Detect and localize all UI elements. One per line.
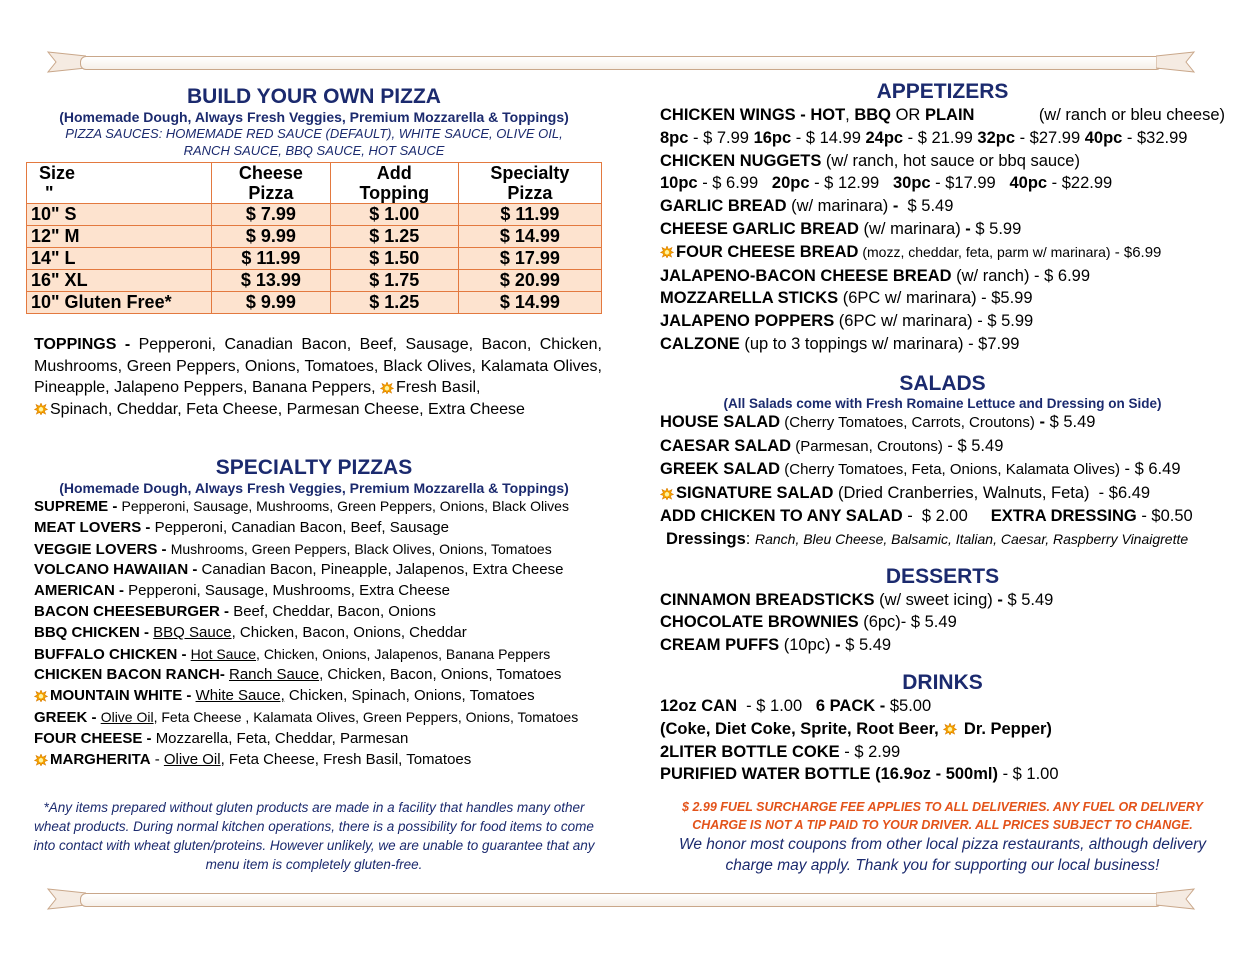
new-item-starburst-icon (34, 754, 48, 766)
list-item: GARLIC BREAD (w/ marinara) - $ 5.49 (660, 197, 954, 216)
list-item: CINNAMON BREADSTICKS (w/ sweet icing) - $ 5.49 (660, 590, 1054, 609)
table-header-row (27, 163, 602, 204)
cheese-price-cell: $ 9.99 (212, 226, 331, 248)
top-ribbon (40, 50, 1202, 74)
cheese-price-cell: $ 7.99 (212, 204, 331, 226)
gluten-disclaimer: *Any items prepared without gluten products are made in a facility that handles many other wheat products. During normal kitchen operations, there is a possibility for food items to come into contact with wheat gluten/proteins. However unlikely, we are unable to guarantee that any menu item is completely gluten-free. (33, 800, 595, 873)
ribbon-bar (80, 56, 1162, 70)
soda-choices: (Coke, Diet Coke, Sprite, Root Beer, Dr. Pepper) (660, 719, 1052, 738)
list-item: BACON CHEESEBURGER - Beef, Cheddar, Bacon, Onions (34, 602, 436, 620)
appetizers-title: APPETIZERS (876, 80, 1009, 103)
size-cell: 10" S (27, 204, 212, 226)
specialty-price-cell: $ 11.99 (458, 204, 601, 226)
list-item: 2LITER BOTTLE COKE - $ 2.99 (660, 742, 901, 761)
appetizer-list (660, 104, 1225, 356)
new-item-starburst-icon (380, 382, 394, 394)
list-item: PURIFIED WATER BOTTLE (16.9oz - 500ml) - $ 1.00 (660, 765, 1059, 784)
table-row (27, 270, 602, 292)
topping-price-cell: $ 1.25 (330, 292, 458, 314)
size-cell: 12" M (27, 226, 212, 248)
ribbon-right-icon (1156, 50, 1202, 74)
list-item: CHOCOLATE BROWNIES (6pc)- $ 5.49 (660, 613, 957, 632)
cheese-price-cell: $ 11.99 (212, 248, 331, 270)
salad-list (660, 411, 1225, 551)
list-item: SUPREME - Pepperoni, Sausage, Mushrooms, Green Peppers, Onions, Black Olives (34, 498, 569, 515)
list-item: CAESAR SALAD (Parmesan, Croutons) - $ 5.49 (660, 436, 1004, 455)
salads-title: SALADS (899, 371, 986, 395)
header-specialty-pizza: Specialty Pizza (458, 163, 601, 204)
header-add-topping: Add Topping (330, 163, 458, 204)
ribbon-bar (80, 893, 1162, 907)
topping-price-cell: $ 1.25 (330, 226, 458, 248)
right-column (660, 80, 1225, 876)
specialty-price-cell: $ 14.99 (458, 292, 601, 314)
drinks-title: DRINKS (902, 670, 983, 694)
header-cheese-pizza: Cheese Pizza (212, 163, 331, 204)
left-column (26, 80, 602, 874)
list-item: GREEK - Olive Oil, Feta Cheese , Kalamata Olives, Green Peppers, Onions, Tomatoes (34, 708, 579, 726)
list-item: JALAPENO POPPERS (6PC w/ marinara) - $ 5.99 (660, 312, 1034, 331)
size-cell: 16" XL (27, 270, 212, 292)
list-item: ADD CHICKEN TO ANY SALAD - $ 2.00 EXTRA DRESSING - $0.50 (660, 506, 1193, 525)
specialty-pizzas-title: SPECIALTY PIZZAS (215, 456, 413, 479)
topping-price-cell: $ 1.50 (330, 248, 458, 270)
dressings-line: Dressings: Ranch, Bleu Cheese, Balsamic, Italian, Caesar, Raspberry Vinaigrette (666, 529, 1189, 548)
cheese-price-cell: $ 13.99 (212, 270, 331, 292)
list-item: CHEESE GARLIC BREAD (w/ marinara) - $ 5.99 (660, 219, 1022, 238)
list-item: FOUR CHEESE - Mozzarella, Feta, Cheddar, Parmesan (34, 729, 409, 747)
list-item: CALZONE (up to 3 toppings w/ marinara) - $7.99 (660, 334, 1020, 353)
cheese-price-cell: $ 9.99 (212, 292, 331, 314)
pizza-sauces-line-2: RANCH SAUCE, BBQ SAUCE, HOT SAUCE (183, 143, 445, 158)
specialty-subtitle: (Homemade Dough, Always Fresh Veggies, Premium Mozzarella & Toppings) (59, 480, 569, 496)
pizza-size-price-table (26, 162, 602, 314)
nugget-sizes: 10pc - $ 6.99 20pc - $ 12.99 30pc - $17.99 40pc - $22.99 (660, 174, 1113, 193)
new-item-starburst-icon (34, 690, 48, 702)
new-item-starburst-icon (943, 723, 957, 735)
list-item: GREEK SALAD (Cherry Tomatoes, Feta, Onions, Kalamata Olives) - $ 6.49 (660, 460, 1181, 479)
build-your-own-title: BUILD YOUR OWN PIZZA (187, 85, 441, 108)
list-item: 12oz CAN - $ 1.00 6 PACK - $5.00 (660, 696, 932, 715)
list-item: SIGNATURE SALAD (Dried Cranberries, Walnuts, Feta) - $6.49 (660, 482, 1225, 505)
topping-price-cell: $ 1.00 (330, 204, 458, 226)
list-item: BBQ CHICKEN - BBQ Sauce, Chicken, Bacon, Onions, Cheddar (34, 623, 467, 641)
size-cell: 10" Gluten Free* (27, 292, 212, 314)
list-item: MEAT LOVERS - Pepperoni, Canadian Bacon, Beef, Sausage (34, 518, 449, 536)
drink-list (660, 695, 1225, 786)
list-item: MOZZARELLA STICKS (6PC w/ marinara) - $5.99 (660, 289, 1033, 308)
size-cell: 14" L (27, 248, 212, 270)
list-item: FOUR CHEESE BREAD (mozz, cheddar, feta, parm w/ marinara) - $6.99 (660, 241, 1225, 265)
list-item: MARGHERITA - Olive Oil, Feta Cheese, Fresh Basil, Tomatoes (34, 750, 602, 771)
salads-subtitle: (All Salads come with Fresh Romaine Lettuce and Dressing on Side) (723, 395, 1162, 411)
list-item: AMERICAN - Pepperoni, Sausage, Mushrooms, Extra Cheese (34, 582, 451, 600)
list-item: CHICKEN WINGS - HOT, BBQ OR PLAIN (w/ ranch or bleu cheese) (660, 106, 1225, 124)
list-item: CHICKEN BACON RANCH- Ranch Sauce, Chicken, Bacon, Onions, Tomatoes (34, 666, 562, 684)
list-item: HOUSE SALAD (Cherry Tomatoes, Carrots, Croutons) - $ 5.49 (660, 412, 1096, 431)
list-item: VEGGIE LOVERS - Mushrooms, Green Peppers, Black Olives, Onions, Tomatoes (34, 540, 552, 558)
list-item: JALAPENO-BACON CHEESE BREAD (w/ ranch) - $ 6.99 (660, 266, 1091, 285)
specialty-price-cell: $ 20.99 (458, 270, 601, 292)
bottom-ribbon (40, 887, 1202, 911)
specialty-price-cell: $ 17.99 (458, 248, 601, 270)
table-row (27, 292, 602, 314)
table-row (27, 248, 602, 270)
list-item: MOUNTAIN WHITE - White Sauce, Chicken, Spinach, Onions, Tomatoes (34, 686, 602, 707)
fuel-surcharge-notice: $ 2.99 FUEL SURCHARGE FEE APPLIES TO ALL DELIVERIES. ANY FUEL OR DELIVERY CHARGE IS NOT A TIP PAID TO YOUR DRIVER. ALL PRICES SUBJECT TO CHANGE. (682, 800, 1203, 833)
build-subtitle: (Homemade Dough, Always Fresh Veggies, Premium Mozzarella & Toppings) (59, 109, 569, 125)
list-item: VOLCANO HAWAIIAN - Canadian Bacon, Pineapple, Jalapenos, Extra Cheese (34, 561, 564, 579)
toppings-list: TOPPINGS - Pepperoni, Canadian Bacon, Beef, Sausage, Bacon, Chicken, Mushrooms, Green Peppers, Onions, Tomatoes, Black Olives, Kalamata Olives, Pineapple, Jalapeno Peppers, Banana Peppers, Fresh Basil, Spinach, Cheddar, Feta Cheese, Parmesan Cheese, Extra Cheese (34, 336, 602, 418)
new-item-starburst-icon (660, 488, 674, 500)
specialty-price-cell: $ 14.99 (458, 226, 601, 248)
new-item-starburst-icon (660, 246, 674, 258)
list-item: BUFFALO CHICKEN - Hot Sauce, Chicken, Onions, Jalapenos, Banana Peppers (34, 645, 551, 663)
dessert-list (660, 589, 1225, 657)
new-item-starburst-icon (34, 403, 48, 415)
header-size: Size " (27, 163, 212, 204)
ribbon-right-icon (1156, 887, 1202, 911)
wing-sizes: 8pc - $ 7.99 16pc - $ 14.99 24pc - $ 21.99 32pc - $27.99 40pc - $32.99 (660, 128, 1188, 147)
list-item: CREAM PUFFS (10pc) - $ 5.49 (660, 636, 892, 655)
desserts-title: DESSERTS (885, 564, 1000, 588)
pizza-sauces-line-1: PIZZA SAUCES: HOMEMADE RED SAUCE (DEFAULT), WHITE SAUCE, OLIVE OIL, (65, 126, 563, 141)
topping-price-cell: $ 1.75 (330, 270, 458, 292)
coupon-notice: We honor most coupons from other local pizza restaurants, although delivery charge may apply. Thank you for supporting our local business! (679, 836, 1206, 875)
table-row (27, 204, 602, 226)
table-row (27, 226, 602, 248)
specialty-pizza-list (34, 496, 602, 770)
list-item: CHICKEN NUGGETS (w/ ranch, hot sauce or bbq sauce) (660, 151, 1080, 170)
